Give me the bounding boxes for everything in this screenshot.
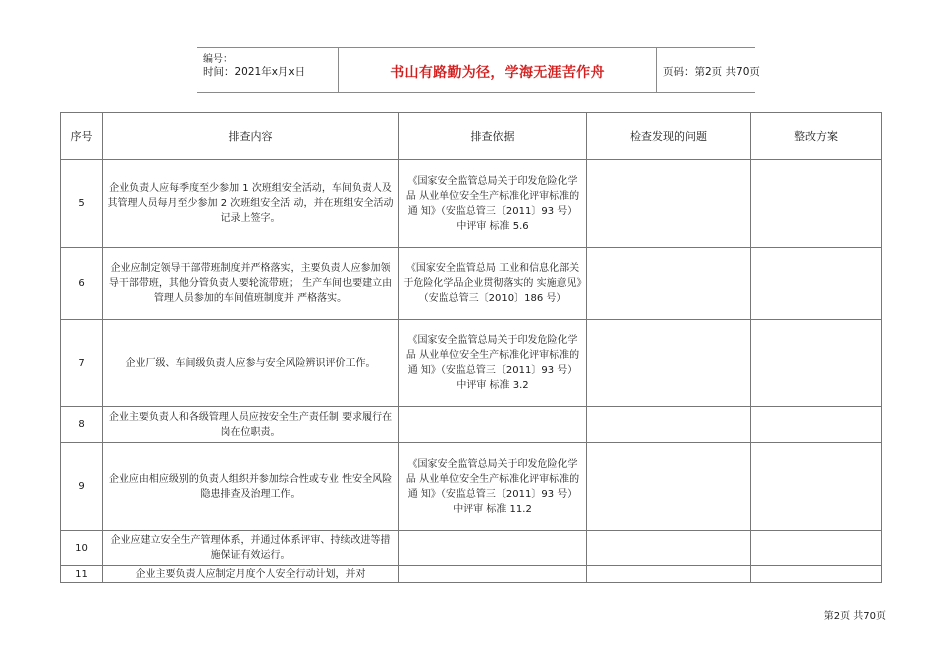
table-row (61, 531, 882, 566)
row-plan[interactable] (751, 407, 882, 443)
row-number: 5 (61, 160, 103, 248)
row-basis: 《国家安全监管总局关于印发危险化学品 从业单位安全生产标准化评审标准的通 知》（安监总管三〔2011〕93 号）中评审 标准 3.2 (399, 320, 587, 407)
table-row (61, 160, 882, 248)
row-problem[interactable] (587, 160, 751, 248)
table-row (61, 566, 882, 583)
row-number: 9 (61, 443, 103, 531)
table-row (61, 443, 882, 531)
footer-page-number: 第2页 共70页 (823, 611, 886, 622)
row-number: 10 (61, 531, 103, 566)
row-plan[interactable] (751, 531, 882, 566)
row-content: 企业应制定领导干部带班制度并严格落实，主要负责人应参加领导干部带班，其他分管负责人要轮流带班； 生产车间也要建立由管理人员参加的车间值班制度并 严格落实。 (103, 248, 399, 320)
row-plan[interactable] (751, 443, 882, 531)
table-row (61, 248, 882, 320)
table-row (61, 320, 882, 407)
row-problem[interactable] (587, 443, 751, 531)
row-basis (399, 531, 587, 566)
column-header-plan: 整改方案 (751, 113, 882, 160)
row-number: 8 (61, 407, 103, 443)
table-row (61, 407, 882, 443)
header-motto: 书山有路勤为径，学海无涯苦作舟 (390, 65, 605, 81)
header-page-number: 页码：第2页 共70页 (663, 66, 760, 78)
row-content: 企业负责人应每季度至少参加 1 次班组安全活动，车间负责人及其管理人员每月至少参加 2 次班组安全活 动，并在班组安全活动记录上签字。 (103, 160, 399, 248)
row-problem[interactable] (587, 566, 751, 583)
column-header-problem: 检查发现的问题 (587, 113, 751, 160)
column-header-content: 排查内容 (103, 113, 399, 160)
document-time: 时间：2021年x月x日 (203, 66, 306, 78)
row-number: 7 (61, 320, 103, 407)
row-basis (399, 407, 587, 443)
row-content: 企业厂级、车间级负责人应参与安全风险辨识评价工作。 (103, 320, 399, 407)
row-basis: 《国家安全监管总局 工业和信息化部关 于危险化学品企业贯彻落实的 实施意见》（安监总管三〔2010〕186 号） (399, 248, 587, 320)
row-plan[interactable] (751, 566, 882, 583)
row-content: 企业主要负责人和各级管理人员应按安全生产责任制 要求履行在岗在位职责。 (103, 407, 399, 443)
row-problem[interactable] (587, 320, 751, 407)
header-info-cell (197, 48, 338, 92)
row-problem[interactable] (587, 407, 751, 443)
row-content: 企业主要负责人应制定月度个人安全行动计划，并对 (103, 566, 399, 583)
row-plan[interactable] (751, 320, 882, 407)
row-problem[interactable] (587, 531, 751, 566)
inspection-table (60, 112, 882, 583)
column-header-no: 序号 (61, 113, 103, 160)
table-header-row (61, 113, 882, 160)
row-content: 企业应建立安全生产管理体系，并通过体系评审、持续改进等措施保证有效运行。 (103, 531, 399, 566)
row-content: 企业应由相应级别的负责人组织并参加综合性或专业 性安全风险隐患排查及治理工作。 (103, 443, 399, 531)
document-number-label: 编号： (203, 54, 233, 65)
row-basis: 《国家安全监管总局关于印发危险化学品 从业单位安全生产标准化评审标准的通 知》（安监总管三〔2011〕93 号）中评审 标准 5.6 (399, 160, 587, 248)
row-number: 6 (61, 248, 103, 320)
row-plan[interactable] (751, 160, 882, 248)
row-problem[interactable] (587, 248, 751, 320)
column-header-basis: 排查依据 (399, 113, 587, 160)
row-number: 11 (61, 566, 103, 583)
page-header (197, 47, 760, 93)
header-motto-cell (338, 48, 657, 92)
row-basis (399, 566, 587, 583)
header-page-cell (657, 48, 760, 92)
row-plan[interactable] (751, 248, 882, 320)
row-basis: 《国家安全监管总局关于印发危险化学品 从业单位安全生产标准化评审标准的通 知》（安监总管三〔2011〕93 号）中评审 标准 11.2 (399, 443, 587, 531)
